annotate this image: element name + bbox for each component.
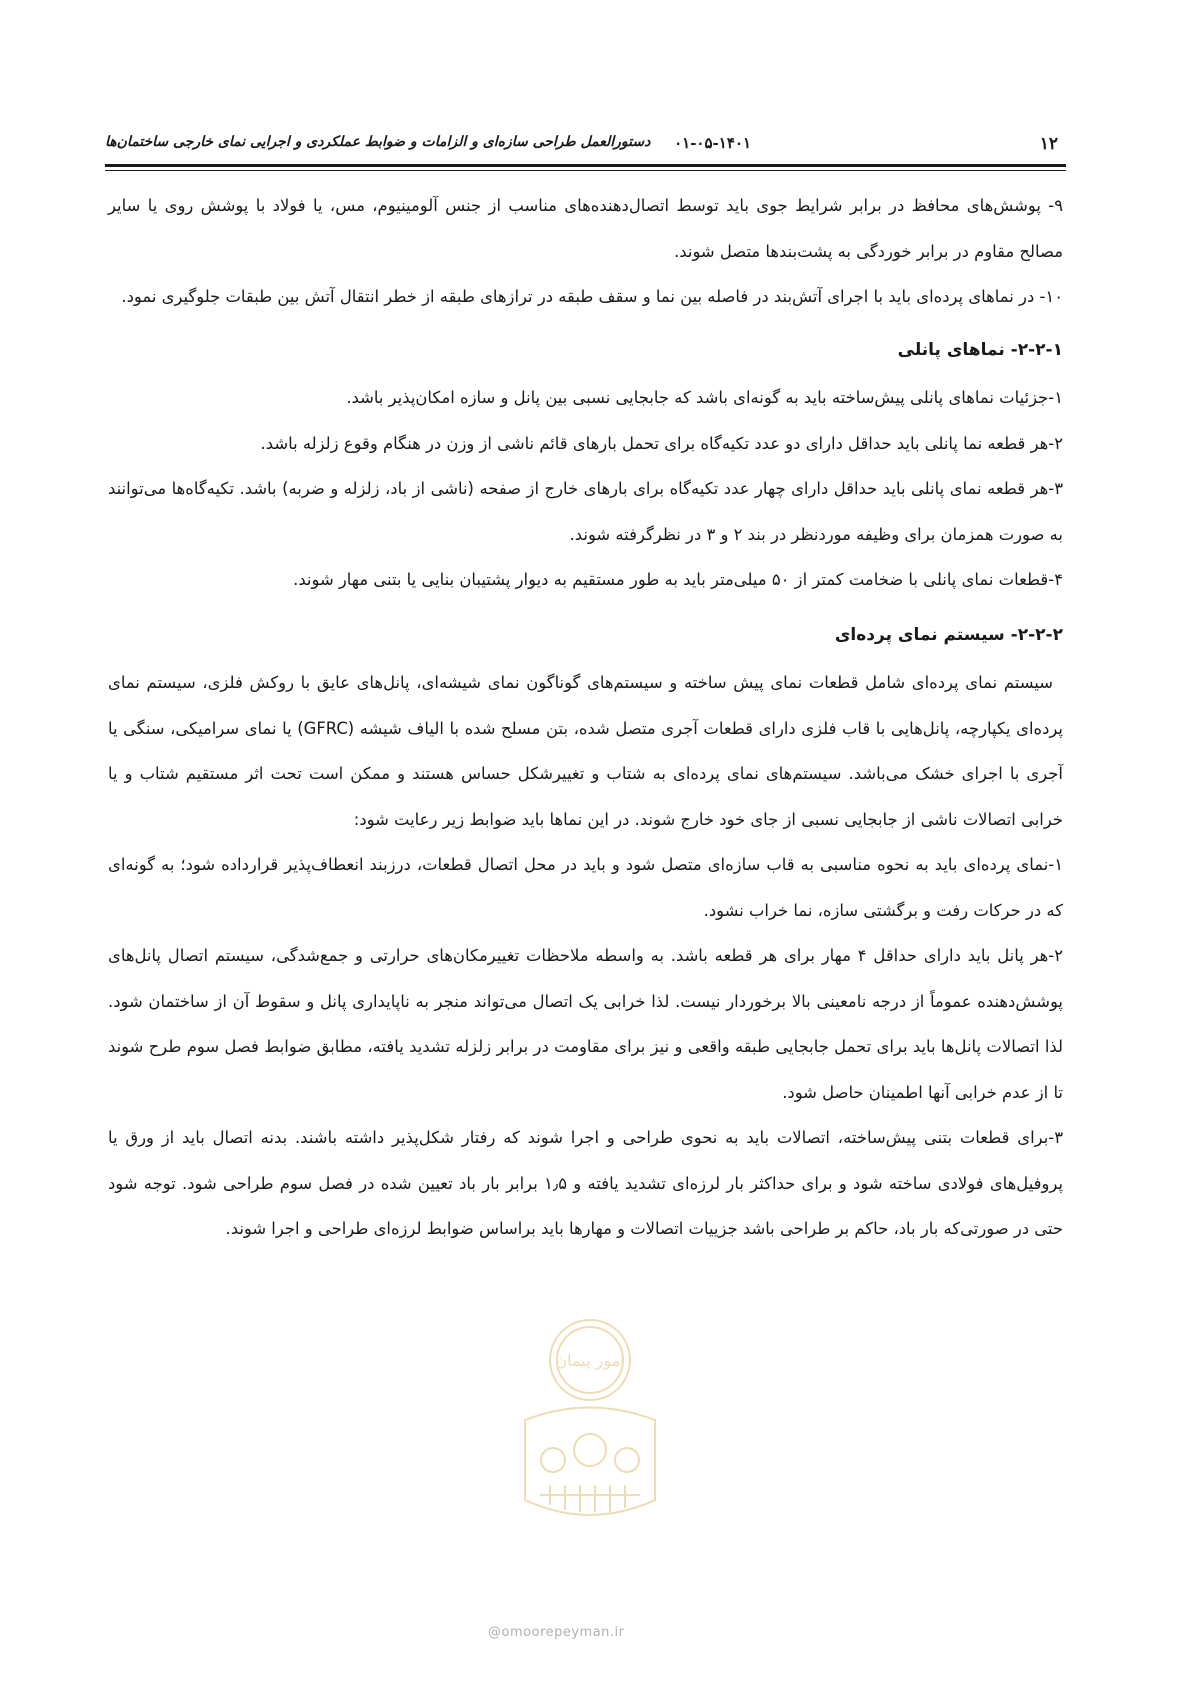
paragraph-item-9: ۹- پوشش‌های محافظ در برابر شرایط جوی باید توسط اتصال‌دهنده‌های مناسب از جنس آلومینیوم، مس، یا فولاد با پوشش روی یا سایر مصالح مقاوم در برابر خوردگی به پشت‌بندها متصل شوند. [108, 196, 1063, 261]
panel-item-1: ۱-جزئیات نماهای پانلی پیش‌ساخته باید به گونه‌ای باشد که جابجایی نسبی بین پانل و سازه امکان‌پذیر باشد. [346, 388, 1063, 407]
curtain-item-3: ۳-برای قطعات بتنی پیش‌ساخته، اتصالات باید به نحوی طراحی و اجرا شوند که رفتار شکل‌پذیر داشته باشند. بدنه اتصال باید از ورق یا پروفیل‌های فولادی ساخته شود و برای حداکثر بار لرزه‌ای تشدید یافته و ۱٫۵ برابر بار باد تعیین شده در فصل سوم طراحی شود. توجه شود حتی در صورتی‌که بار باد، حاکم بر طراحی باشد جزییات اتصالات و مهارها باید براساس ضوابط لرزه‌ای طراحی و اجرا شوند. [108, 1128, 1064, 1238]
section-heading-panel-facades: ۲-۲-۱- نماهای پانلی [897, 339, 1063, 360]
header-divider-thin [105, 170, 1066, 171]
seal-logo-icon [505, 1300, 675, 1540]
curtain-item-2: ۲-هر پانل باید دارای حداقل ۴ مهار برای هر قطعه باشد. به واسطه ملاحظات تغییرمکان‌های حرارتی و جمع‌شدگی، سیستم اتصال پانل‌های پوشش‌دهنده عموماً از درجه نامعینی بالا برخوردار نیست. لذا خرابی یک اتصال می‌تواند منجر به ناپایداری پانل و سقوط آن از ساختمان شود. لذا اتصالات پانل‌ها باید برای تحمل جابجایی طبقه واقعی و نیز برای مقاومت در برابر زلزله تشدید یافته، مطابق ضوابط فصل سوم طرح شوند تا از عدم خرابی آنها اطمینان حاصل شود. [108, 946, 1064, 1102]
panel-item-2: ۲-هر قطعه نما پانلی باید حداقل دارای دو عدد تکیه‌گاه برای تحمل بارهای قائم ناشی از وزن در هنگام وقوع زلزله باشد. [260, 433, 1063, 453]
watermark-url: @omoorepeyman.ir [488, 1625, 625, 1640]
document-title: دستورالعمل طراحی سازه‌ای و الزامات و ضوابط عملکردی و اجرایی نمای خارجی ساختمان‌ها [105, 134, 651, 150]
panel-item-3: ۳-هر قطعه نمای پانلی باید حداقل دارای چهار عدد تکیه‌گاه برای بارهای خارج از صفحه (ناشی از باد، زلزله و ضربه) باشد. تکیه‌گاه‌ها می‌توانند به صورت همزمان برای وظیفه موردنظر در بند ۲ و ۳ در نظرگرفته شوند. [108, 479, 1063, 544]
section-heading-curtain-wall: ۲-۲-۲- سیستم نمای پرده‌ای [834, 624, 1063, 645]
page-header [105, 126, 1066, 160]
document-code: ۰۱-۰۵-۱۴۰۱ [674, 134, 751, 152]
panel-item-4: ۴-قطعات نمای پانلی با ضخامت کمتر از ۵۰ میلی‌متر باید به طور مستقیم به دیوار پشتیبان بنایی یا بتنی مهار شوند. [293, 570, 1063, 589]
seal-logo-text: امور پیمان [555, 1351, 625, 1370]
curtain-wall-intro: سیستم نمای پرده‌ای شامل قطعات نمای پیش ساخته و سیستم‌های گوناگون نمای شیشه‌ای، پانل‌های عایق با روکش فلزی، سیستم نمای پرده‌ای یکپارچه، پانل‌هایی با قاب فلزی دارای قطعات آجری متصل شده، بتن مسلح شده با الیاف شیشه (GFRC) یا نمای سرامیکی، سنگی یا آجری با اجرای خشک می‌باشد. سیستم‌های نمای پرده‌ای به شتاب و تغییرشکل حساس هستند و ممکن است تحت اثر مستقیم شتاب و یا خرابی اتصالات ناشی از جابجایی نسبی از جای خود خارج شوند. در این نماها باید ضوابط زیر رعایت شود: [108, 673, 1063, 829]
page-number: ۱۲ [1039, 134, 1058, 154]
header-divider-thick [105, 164, 1066, 167]
paragraph-item-10: ۱۰- در نماهای پرده‌ای باید با اجرای آتش‌بند در فاصله بین نما و سقف طبقه در ترازهای طبقه از خطر انتقال آتش بین طبقات جلوگیری نمود. [121, 287, 1063, 306]
curtain-item-1: ۱-نمای پرده‌ای باید به نحوه مناسبی به قاب سازه‌ای متصل شود و باید در محل اتصال قطعات، درزبند انعطاف‌پذیر قرارداده شود؛ به گونه‌ای که در حرکات رفت و برگشتی سازه، نما خراب نشود. [108, 855, 1063, 920]
page-content [108, 183, 1063, 1252]
